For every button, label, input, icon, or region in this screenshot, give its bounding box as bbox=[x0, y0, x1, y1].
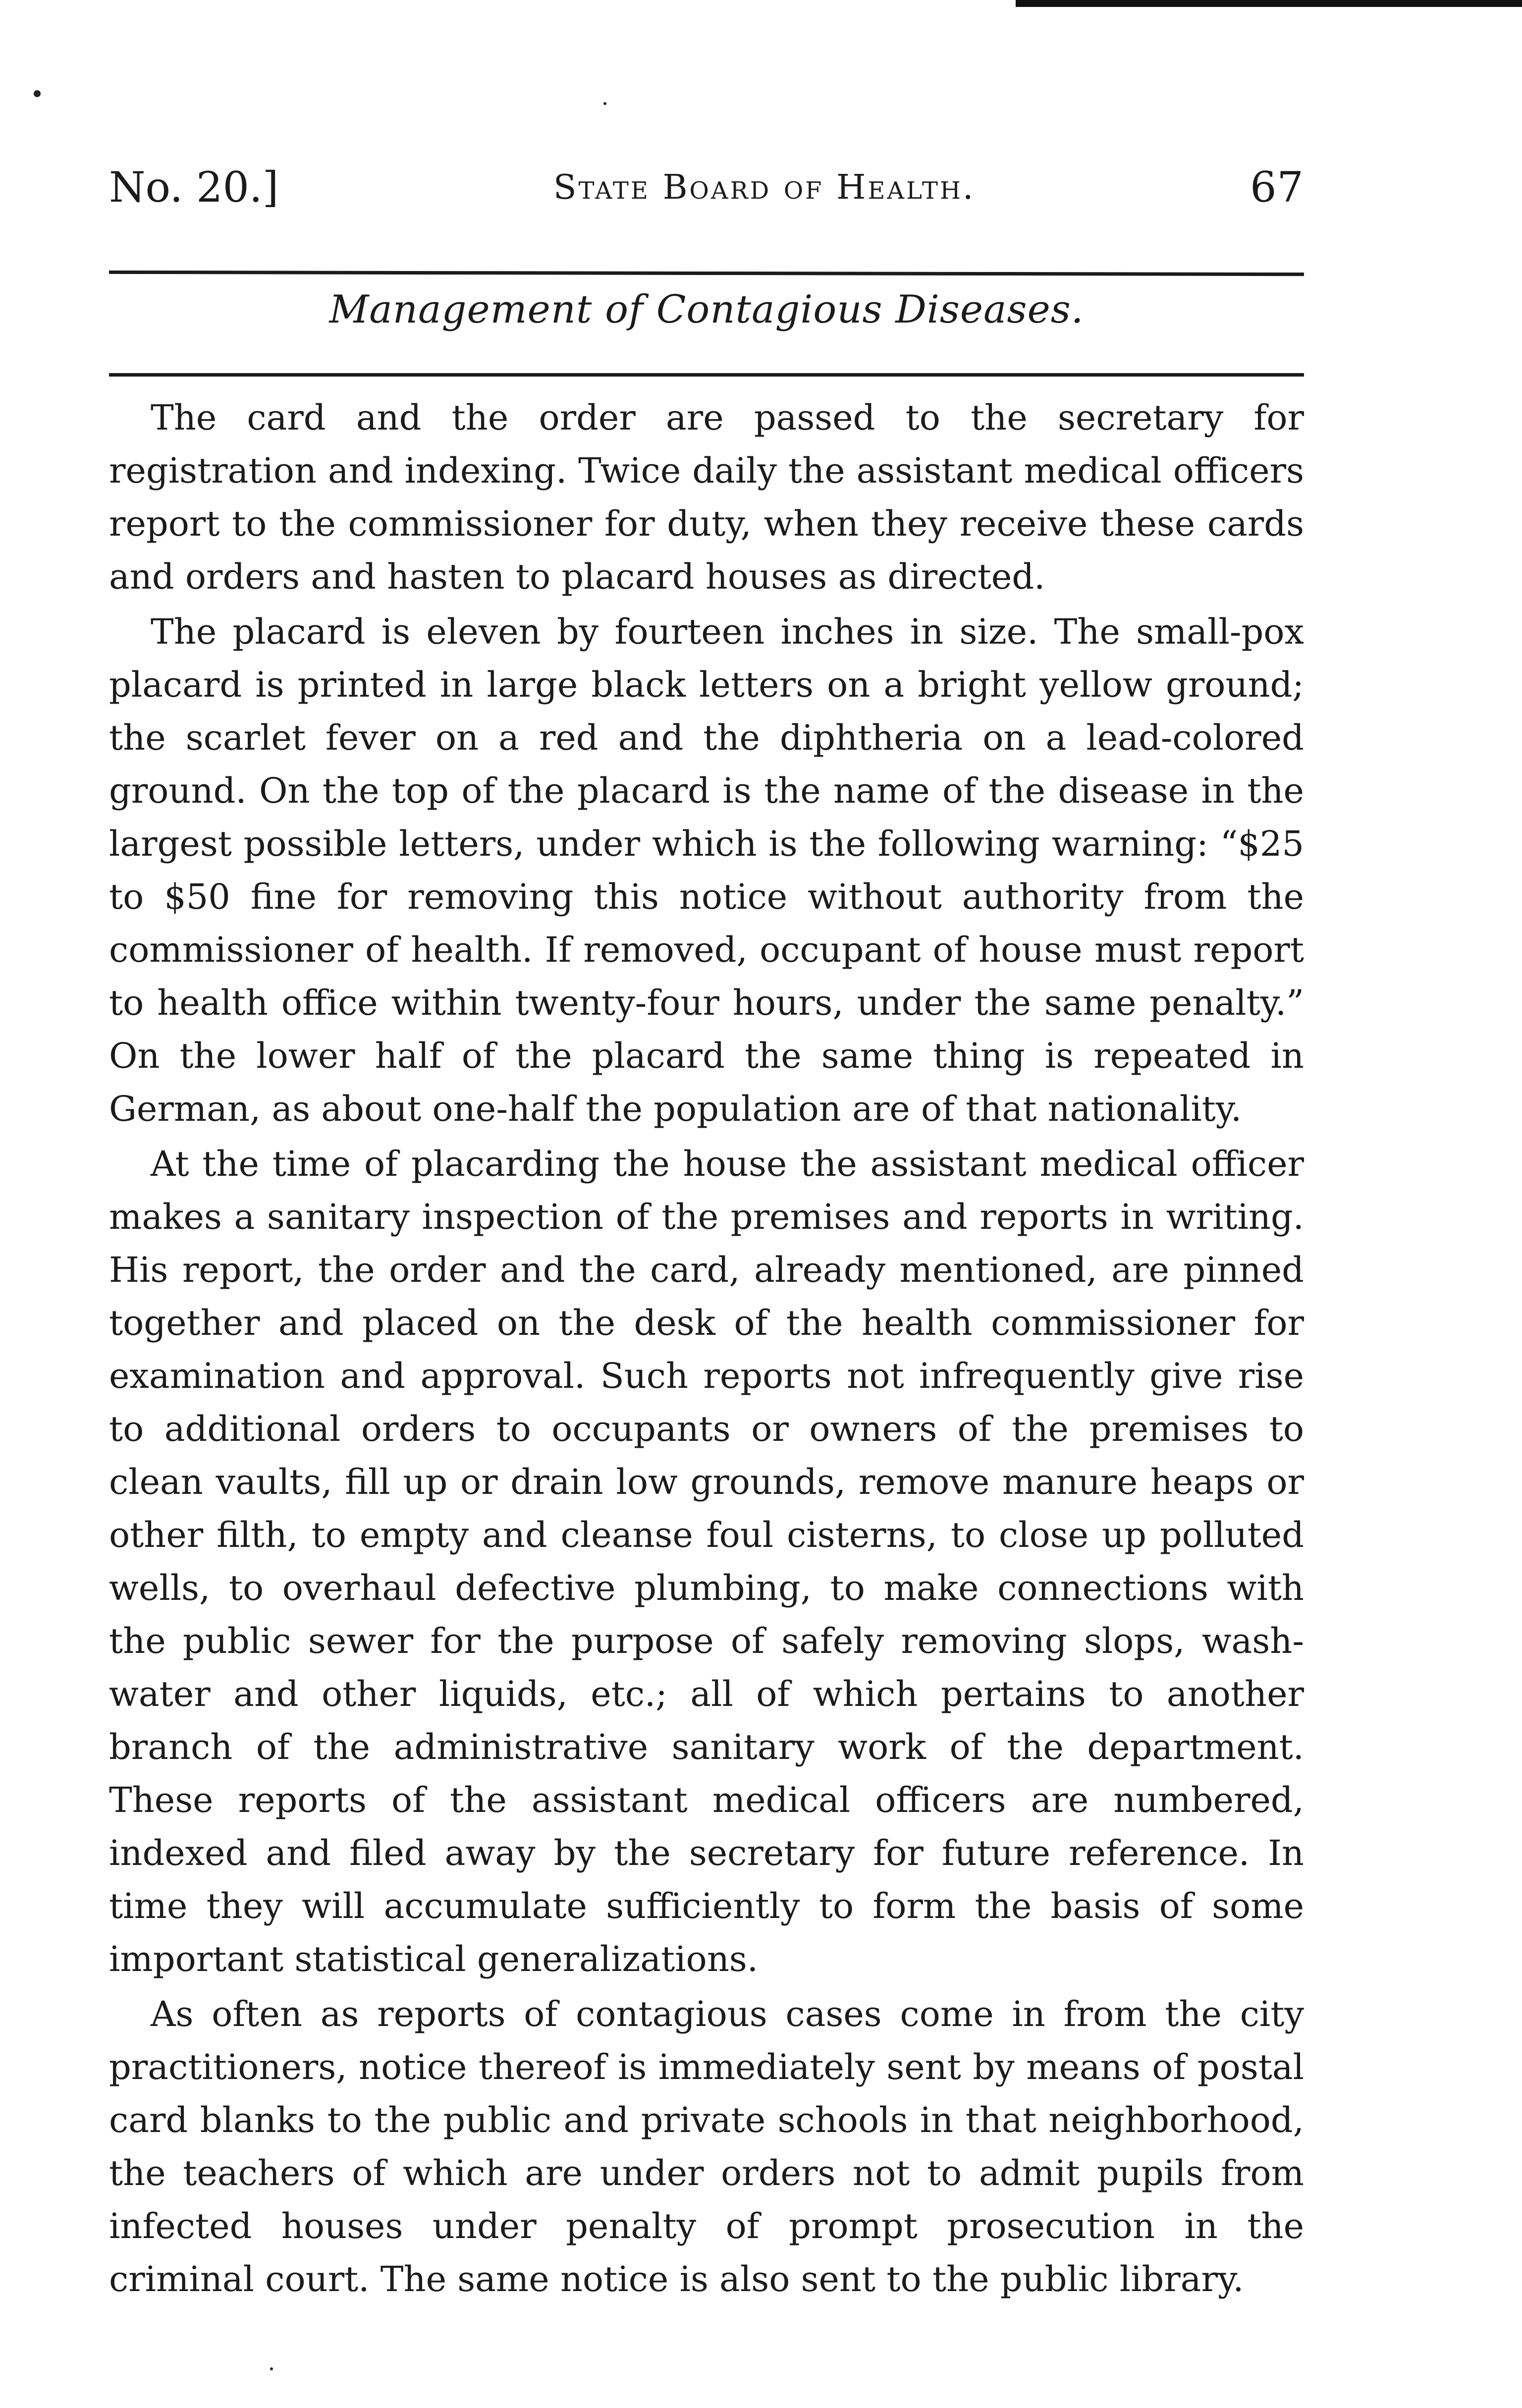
paragraph: The placard is eleven by fourteen inches in size. The small-pox placard is printed in large black letters on a bright yellow ground; the scarlet fever on a red and the diphtheria on a lead-colored ground. On the top of the placard is the name of the disease in the largest possible letters, under which is the following warning: “$25 to $50 fine for removing this notice without authority from the commissioner of health. If removed, occupant of house must report to health office within twenty-four hours, under the same penalty.” On the lower half of the placard the same thing is repeated in German, as about one-half the population are of that nationality. bbox=[109, 611, 1304, 1129]
scan-speck bbox=[603, 102, 606, 105]
scan-speck bbox=[34, 90, 41, 97]
paragraph: As often as reports of contagious cases come in from the city practitioners, notice thereof is immediately sent by means of postal card blanks to the public and private schools in that neighborhood, the teachers of which are under orders not to admit pupils from infected houses under penalty of prompt prosecution in the criminal court. The same notice is also sent to the public library. bbox=[109, 1994, 1304, 2299]
page-number: 67 bbox=[1250, 163, 1304, 212]
scan-top-border bbox=[1016, 0, 1522, 7]
running-title: State Board of Health. bbox=[553, 167, 976, 207]
scan-speck bbox=[270, 2367, 273, 2370]
section-rule bbox=[109, 373, 1304, 377]
paragraph: The card and the order are passed to the secretary for registration and indexing. Twice daily the assistant medical officers report to the commissioner for duty, when they receive these cards and orders and hasten to placard houses as directed. bbox=[109, 397, 1304, 597]
paragraph: At the time of placarding the house the assistant medical officer makes a sanitary inspection of the premises and reports in writing. His report, the order and the card, already mentioned, are pinned together and placed on the desk of the health commissioner for examination and approval. Such reports not infrequently give rise to additional orders to occupants or owners of the premises to clean vaults, fill up or drain low grounds, remove manure heaps or other filth, to empty and cleanse foul cisterns, to close up polluted wells, to overhaul defective plumbing, to make connections with the public sewer for the purpose of safely removing slops, wash-water and other liquids, etc.; all of which pertains to another branch of the administrative sanitary work of the department. These reports of the assistant medical officers are numbered, indexed and filed away by the secretary for future reference. In time they will accumulate sufficiently to form the basis of some important statistical generalizations. bbox=[109, 1144, 1304, 1979]
header-rule bbox=[109, 271, 1304, 276]
section-title: Management of Contagious Diseases. bbox=[329, 287, 1084, 332]
running-header bbox=[109, 158, 1304, 217]
body-text bbox=[109, 391, 1304, 2308]
journal-number: No. 20.] bbox=[109, 163, 279, 212]
